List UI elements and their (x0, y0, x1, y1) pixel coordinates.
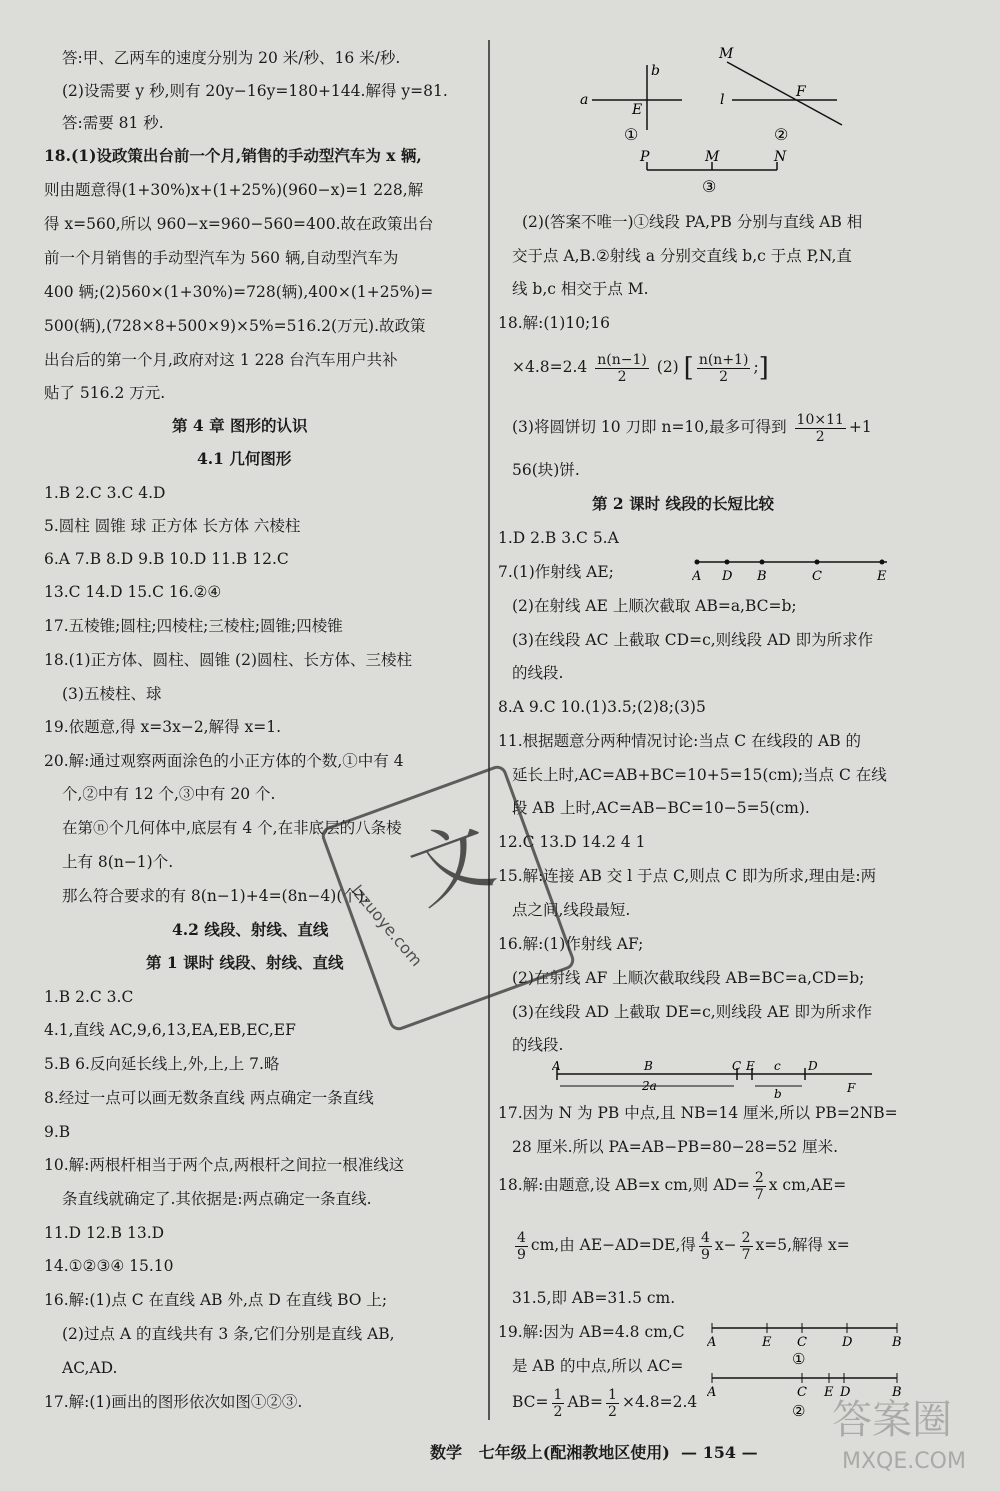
line: 段 AB 上时,AC=AB−BC=10−5=5(cm). (512, 799, 810, 817)
line: 出台后的第一个月,政府对这 1 228 台汽车用户共补 (44, 351, 398, 369)
fraction-2-7: $\frac{2}{7}$ (754, 1169, 764, 1203)
line: 9.B (44, 1123, 71, 1141)
line: 14.①②③④ 15.10 (44, 1257, 174, 1275)
line: 12.C 13.D 14.2 4 1 (498, 833, 646, 851)
line: 31.5,即 AB=31.5 cm. (512, 1289, 676, 1307)
fraction-n-n-1: $\frac{n(n-1)}{2}$ (597, 351, 647, 385)
svg-text:c: c (774, 1060, 781, 1073)
footer-grade: 七年级上(配湘教地区使用) (478, 1443, 670, 1462)
line: (2)设需要 y 秒,则有 20y−16y=180+144.解得 y=81. (62, 82, 448, 100)
stamp-url: lzzuoye.com (347, 881, 427, 970)
left-column (44, 0, 482, 1491)
label-l: l (720, 92, 725, 108)
part2-label: ×4.8=2.4 (512, 358, 588, 376)
svg-text:E: E (824, 1385, 834, 1400)
watermark-brand: 答案圈 (832, 1397, 952, 1443)
svg-text:A: A (707, 1385, 717, 1400)
watermark-logo (812, 1373, 992, 1483)
line: 400 辆;(2)560×(1+30%)=728(辆),400×(1+25%)= (44, 283, 434, 301)
line-mf (727, 62, 842, 125)
watermark-site: MXQE.COM (842, 1449, 966, 1474)
line: 那么符合要求的有 8(n−1)+4=(8n−4)(个). (62, 887, 369, 905)
line: 点之间,线段最短. (512, 901, 631, 919)
line: 答:甲、乙两车的速度分别为 20 米/秒、16 米/秒. (62, 49, 401, 67)
line: 8.经过一点可以画无数条直线 两点确定一条直线 (44, 1089, 374, 1107)
line: 交于点 A,B.②射线 a 分别交直线 b,c 于点 P,N,直 (512, 247, 852, 265)
svg-text:②: ② (792, 1402, 806, 1420)
label-f: F (796, 84, 806, 100)
svg-text:A: A (692, 569, 702, 584)
fraction-1-2b: $\frac{1}{2}$ (608, 1386, 617, 1420)
svg-text:A: A (552, 1060, 561, 1073)
plus-one: ; (753, 358, 759, 376)
line: 19.解:因为 AB=4.8 cm,C (498, 1323, 685, 1341)
line: 7.(1)作射线 AE; (498, 563, 614, 581)
svg-text:B: B (892, 1335, 902, 1350)
line: 5.圆柱 圆锥 球 正方体 长方体 六棱柱 (44, 517, 301, 535)
label-fig3: ③ (702, 177, 717, 196)
line: (2)过点 A 的直线共有 3 条,它们分别是直线 AB, (62, 1325, 395, 1343)
line: 19.依题意,得 x=3x−2,解得 x=1. (44, 718, 282, 736)
svg-text:C: C (812, 569, 822, 584)
line: 1.D 2.B 3.C 5.A (498, 529, 619, 547)
line: 11.根据题意分两种情况讨论:当点 C 在线段的 AB 的 (498, 732, 862, 750)
line: 17.五棱锥;圆柱;四棱柱;三棱柱;圆锥;四棱锥 (44, 617, 343, 635)
line: (3)五棱柱、球 (62, 685, 162, 703)
line: 10.解:两根杆相当于两个点,两根杆之间拉一根准线这 (44, 1156, 405, 1174)
line: AC,AD. (62, 1359, 118, 1377)
label-p: P (640, 149, 650, 165)
line: 是 AB 的中点,所以 AC= (512, 1357, 684, 1375)
column-divider (488, 40, 490, 1420)
q18-part2: ×4.8=2.4 $\frac{n(n-1)}{2}$ (2) [ $\frac{n(n+1)}{2}$ ;] (512, 351, 769, 385)
svg-text:b: b (774, 1087, 782, 1100)
stamp-text: 文 (398, 806, 506, 922)
svg-text:B: B (757, 569, 767, 584)
line: 的线段. (512, 664, 564, 682)
line: 500(辆),(728×8+500×9)×5%=516.2(万元).故政策 (44, 317, 426, 335)
line: 条直线就确定了.其依据是:两点确定一条直线. (62, 1190, 372, 1208)
line: 16.解:(1)作射线 AF; (498, 935, 644, 953)
label-fig2: ② (774, 125, 789, 144)
label-m2: M (705, 149, 720, 165)
svg-text:D: D (842, 1335, 853, 1350)
svg-text:①: ① (792, 1350, 806, 1368)
svg-text:C: C (797, 1335, 807, 1350)
q18-part3: (3)将圆饼切 10 刀即 n=10,最多可得到 $\frac{10\times 11}{2}$ +1 (512, 411, 872, 445)
q18-line2: $\frac{4}{9}$ cm,由 AE−AD=DE,得 $\frac{4}{9}$ x− $\frac{2}{7}$ x=5,解得 x= (517, 1229, 850, 1263)
line: 15.解:连接 AB 交 l 于点 C,则点 C 即为所求,理由是:两 (498, 867, 877, 885)
lesson-title: 第 1 课时 线段、射线、直线 (146, 953, 344, 972)
line: 则由题意得(1+30%)x+(1+25%)(960−x)=1 228,解 (44, 181, 424, 199)
line: 28 厘米.所以 PA=AB−PB=80−28=52 厘米. (512, 1138, 839, 1156)
line: 个,②中有 12 个,③中有 20 个. (62, 785, 276, 803)
svg-text:B: B (892, 1385, 902, 1400)
line: 在第ⓝ个几何体中,底层有 4 个,在非底层的八条棱 (62, 819, 402, 837)
svg-text:E: E (746, 1060, 755, 1073)
fraction-2-7b: $\frac{2}{7}$ (741, 1229, 751, 1263)
line: 延长上时,AC=AB+BC=10+5=15(cm);当点 C 在线 (512, 766, 887, 784)
line: 上有 8(n−1)个. (62, 853, 174, 871)
q19-bc: BC= $\frac{1}{2}$ AB= $\frac{1}{2}$ ×4.8=2.4 (512, 1386, 698, 1420)
line: (3)在线段 AD 上截取 DE=c,则线段 AE 即为所求作 (512, 1003, 873, 1021)
svg-text:D: D (840, 1385, 851, 1400)
line: 18.(1)正方体、圆柱、圆锥 (2)圆柱、长方体、三棱柱 (44, 651, 412, 669)
footer-subject: 数学 (430, 1443, 463, 1462)
line: (3)在线段 AC 上截取 CD=c,则线段 AD 即为所求作 (512, 631, 874, 649)
section-title: 4.2 线段、射线、直线 (172, 920, 329, 939)
label-m: M (719, 46, 734, 62)
line: 13.C 14.D 15.C 16.②④ (44, 583, 222, 601)
line: 1.B 2.C 3.C 4.D (44, 484, 166, 502)
q18-line1: 18.解:由题意,设 AB=x cm,则 AD= $\frac{2}{7}$ x cm,AE= (498, 1169, 847, 1203)
segment-af-figure (552, 1060, 882, 1100)
page-number: — 154 — (681, 1443, 758, 1462)
line: (2)在射线 AF 上顺次截取线段 AB=BC=a,CD=b; (512, 969, 865, 987)
svg-text:A: A (707, 1335, 717, 1350)
page-footer (430, 1440, 758, 1463)
question-18: 18.(1)设政策出台前一个月,销售的手动型汽车为 x 辆, (44, 146, 422, 165)
label-a: a (580, 92, 589, 108)
lesson-title-2: 第 2 课时 线段的长短比较 (592, 494, 774, 513)
separator: (2) (656, 358, 679, 376)
line: 20.解:通过观察两面涂色的小正方体的个数,①中有 4 (44, 752, 404, 770)
fraction-10x11: $\frac{10\times 11}{2}$ (796, 411, 844, 445)
line: 8.A 9.C 10.(1)3.5;(2)8;(3)5 (498, 698, 706, 716)
question-18r: 18.解:(1)10;16 (498, 314, 610, 332)
fraction-n-n+1: $\frac{n(n+1)}{2}$ (698, 351, 749, 385)
line: 11.D 12.B 13.D (44, 1224, 165, 1242)
svg-text:2a: 2a (642, 1079, 657, 1093)
line: 线 b,c 相交于点 M. (512, 280, 649, 298)
label-fig1: ① (624, 125, 639, 144)
svg-text:E: E (877, 569, 887, 584)
svg-text:E: E (762, 1335, 772, 1350)
line: 6.A 7.B 8.D 9.B 10.D 11.B 12.C (44, 550, 289, 568)
right-column (498, 0, 912, 1491)
line: 17.解:(1)画出的图形依次如图①②③. (44, 1393, 303, 1411)
fraction-1-2: $\frac{1}{2}$ (553, 1386, 563, 1420)
ray-ae-figure (692, 554, 892, 586)
label-n: N (774, 149, 787, 165)
line: 1.B 2.C 3.C (44, 988, 134, 1006)
line: 贴了 516.2 万元. (44, 384, 166, 402)
line: 16.解:(1)点 C 在直线 AB 外,点 D 在直线 BO 上; (44, 1291, 388, 1309)
svg-text:B: B (644, 1060, 653, 1073)
line: (2)在射线 AE 上顺次截取 AB=a,BC=b; (512, 597, 797, 615)
label-e: E (632, 102, 643, 118)
line: 答:需要 81 秒. (62, 114, 164, 132)
svg-text:F: F (847, 1081, 856, 1095)
fraction-4-9b: $\frac{4}{9}$ (700, 1229, 710, 1263)
figures-1-2-3 (562, 40, 922, 200)
svg-text:C: C (732, 1060, 742, 1073)
chapter-title: 第 4 章 图形的认识 (172, 416, 308, 435)
svg-text:D: D (808, 1060, 818, 1073)
line: 4.1,直线 AC,9,6,13,EA,EB,EC,EF (44, 1021, 296, 1039)
line: 17.因为 N 为 PB 中点,且 NB=14 厘米,所以 PB=2NB= (498, 1104, 898, 1122)
line: 的线段. (512, 1036, 564, 1054)
line: (2)(答案不唯一)①线段 PA,PB 分别与直线 AB 相 (522, 213, 863, 231)
line: 得 x=560,所以 960−x=960−560=400.故在政策出台 (44, 215, 434, 233)
fraction-4-9: $\frac{4}{9}$ (517, 1229, 526, 1263)
line: 5.B 6.反向延长线上,外,上,上 7.略 (44, 1055, 280, 1073)
svg-text:D: D (722, 569, 733, 584)
label-b: b (651, 63, 660, 79)
svg-text:C: C (797, 1385, 807, 1400)
section-title: 4.1 几何图形 (197, 449, 292, 468)
line: 56(块)饼. (512, 461, 580, 479)
line: 前一个月销售的手动型汽车为 560 辆,自动型汽车为 (44, 249, 399, 267)
